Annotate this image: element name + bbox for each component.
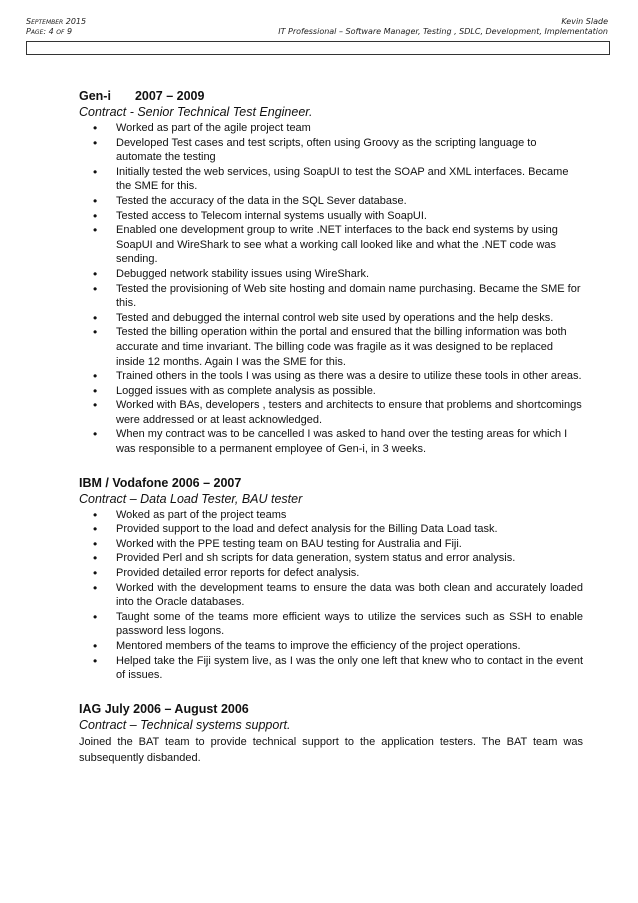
list-item: • Provided support to the load and defect analysis for the Billing Data Load task. xyxy=(79,522,583,537)
list-item: • Tested the provisioning of Web site hosting and domain name purchasing. Became the SME for this. xyxy=(79,282,583,311)
header-date: September 2015 xyxy=(26,17,87,26)
list-item: • Worked as part of the agile project team xyxy=(79,121,583,136)
list-item: • Provided Perl and sh scripts for data generation, system status and error analysis. xyxy=(79,551,583,566)
list-item: • Provided detailed error reports for defect analysis. xyxy=(79,566,583,581)
list-item: • Debugged network stability issues using WireShark. xyxy=(79,267,583,282)
section-paragraph: Joined the BAT team to provide technical support to the application testers. The BAT team was subsequently disbanded. xyxy=(79,735,583,765)
list-item: • Developed Test cases and test scripts, often using Groovy as the scripting language to automate the testing xyxy=(79,136,583,165)
header-page-number: Page: 4 of 9 xyxy=(26,27,73,36)
company-name: Gen-i xyxy=(79,89,111,103)
list-item: • When my contract was to be cancelled I was asked to hand over the testing areas for which I was responsible to a permanent employee of Gen-i, in 3 weeks. xyxy=(79,427,583,456)
duties-list xyxy=(79,508,583,683)
list-item: • Worked with the PPE testing team on BAU testing for Australia and Fiji. xyxy=(79,537,583,552)
list-item: • Tested the billing operation within the portal and ensured that the billing information was both accurate and time invariant. The billing code was fragile as it was designed to be replaced inside 12 months. Again I was the SME for this. xyxy=(79,325,583,369)
header-author: Kevin Slade xyxy=(561,17,608,26)
section-title: IBM / Vodafone 2006 – 2007 xyxy=(79,475,242,490)
list-item: • Mentored members of the teams to improve the efficiency of the project operations. xyxy=(79,639,583,654)
page-header xyxy=(26,17,608,37)
list-item: • Logged issues with as complete analysis as possible. xyxy=(79,384,583,399)
employment-years: 2007 – 2009 xyxy=(134,89,205,103)
section-iag xyxy=(79,701,583,767)
page-content xyxy=(79,88,583,785)
list-item: • Taught some of the teams more efficient ways to utilize the services such as SSH to enable password less logons. xyxy=(79,610,583,639)
list-item: • Initially tested the web services, using SoapUI to test the SOAP and XML interfaces. Became the SME for this. xyxy=(79,165,583,194)
role-title: Contract - Senior Technical Test Engineer. xyxy=(79,105,313,119)
list-item: • Helped take the Fiji system live, as I was the only one left that knew who to contact in the event of issues. xyxy=(79,654,583,683)
role-title: Contract – Technical systems support. xyxy=(79,717,291,732)
list-item: • Enabled one development group to write .NET interfaces to the back end systems by using SoapUI and WireShark to see what a working call looked like and what the .NET code was sending. xyxy=(79,223,583,267)
header-subtitle: IT Professional – Software Manager, Testing , SDLC, Development, Implementation xyxy=(278,27,608,36)
section-title xyxy=(79,88,583,104)
header-row-1 xyxy=(26,17,608,27)
header-rule-box xyxy=(26,41,610,55)
list-item: • Woked as part of the project teams xyxy=(79,508,583,523)
section-ibm-vodafone xyxy=(79,475,583,683)
role-title: Contract – Data Load Tester, BAU tester xyxy=(79,491,303,506)
section-title: IAG July 2006 – August 2006 xyxy=(79,701,249,716)
list-item: • Tested access to Telecom internal systems usually with SoapUI. xyxy=(79,209,583,224)
list-item: • Worked with BAs, developers , testers and architects to ensure that problems and shortcomings were addressed or at least acknowledged. xyxy=(79,398,583,427)
list-item: • Tested and debugged the internal control web site used by operations and the help desks. xyxy=(79,311,583,326)
list-item: • Trained others in the tools I was using as there was a desire to utilize these tools in other areas. xyxy=(79,369,583,384)
header-row-2 xyxy=(26,27,608,37)
duties-list xyxy=(79,121,583,457)
list-item: • Worked with the development teams to ensure the data was both clean and accurately loaded into the Oracle databases. xyxy=(79,581,583,610)
list-item: • Tested the accuracy of the data in the SQL Sever database. xyxy=(79,194,583,209)
section-gen-i xyxy=(79,88,583,457)
